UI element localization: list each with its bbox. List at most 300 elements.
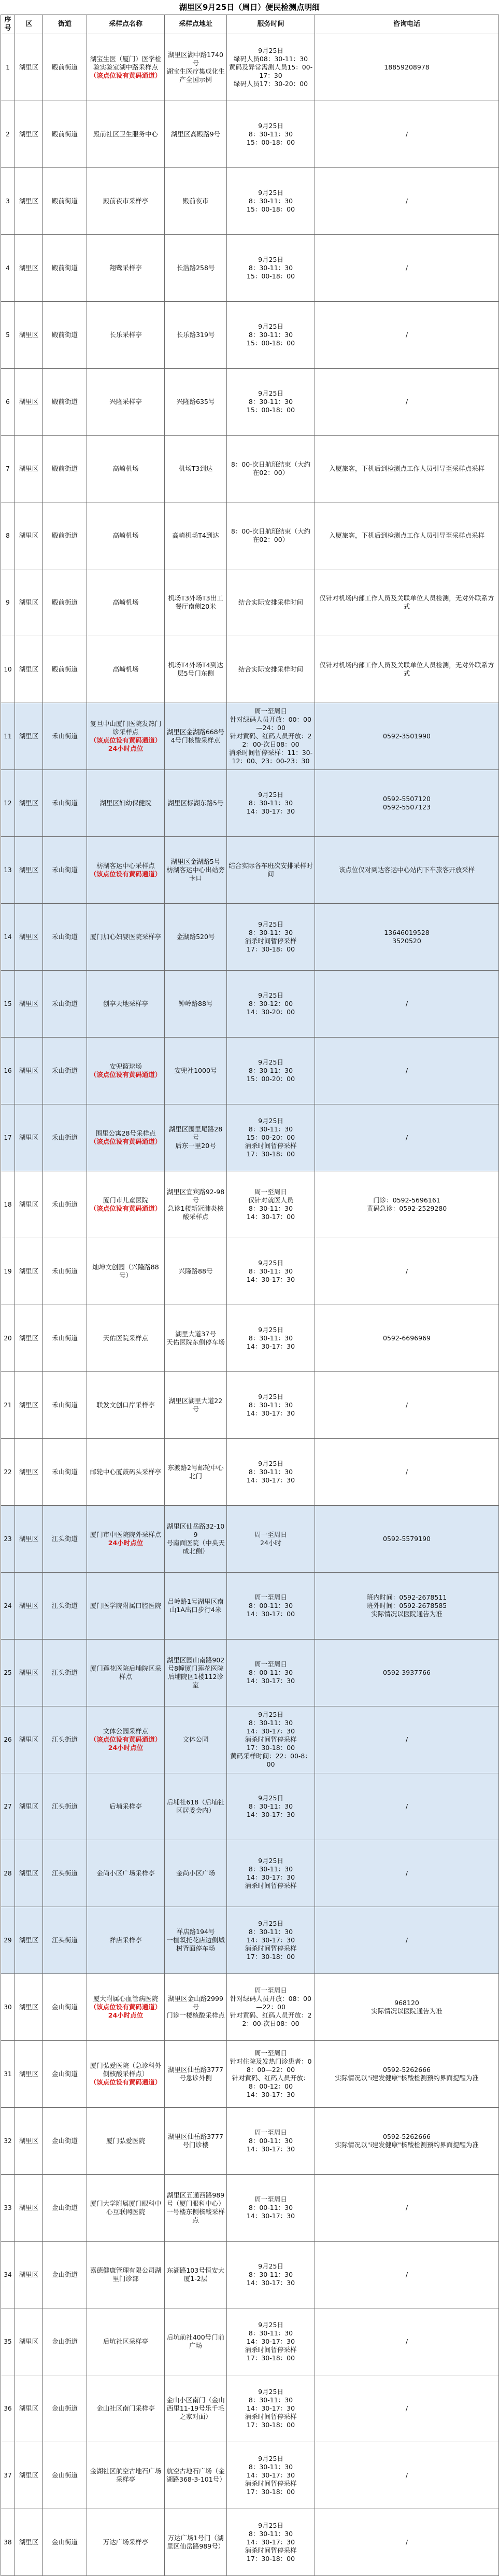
cell-district: 湖里区	[15, 1706, 43, 1773]
cell-address: 湖里区金湖路668号 4号门核酸采样点	[165, 703, 227, 770]
yellow-code-note: （该点位设有黄码通道）	[90, 1071, 162, 1079]
cell-district: 湖里区	[15, 2108, 43, 2175]
cell-no: 5	[1, 302, 15, 369]
cell-address: 湖里区仙岳路3777号急诊外侧	[165, 2041, 227, 2108]
table-row	[1, 502, 499, 569]
cell-district: 湖里区	[15, 1372, 43, 1439]
table-row	[1, 2442, 499, 2509]
cell-phone: /	[315, 2308, 499, 2375]
cell-no: 34	[1, 2242, 15, 2308]
table-row	[1, 2242, 499, 2308]
table-row	[1, 770, 499, 837]
cell-service-time: 9月25日 8：30-11：30 15：00-18：00	[227, 235, 315, 302]
point-name-text: 湖里区妇幼保健院	[99, 799, 152, 807]
cell-address: 祥店路194号 一植氧托花店边侧城树背面停车场	[165, 1907, 227, 1974]
cell-point-name	[87, 569, 165, 636]
cell-service-time: 9月25日 8：30-11：30 14：30-17：30	[227, 2242, 315, 2308]
cell-service-time: 结合实际安排采样时间	[227, 636, 315, 703]
cell-street: 江头街道	[43, 1506, 87, 1573]
table-row	[1, 1171, 499, 1238]
cell-address: 湖里区湖中路1740号 湖宝生医疗集成化生产全国示例	[165, 34, 227, 101]
cell-address: 钟岭路88号	[165, 971, 227, 1038]
point-name-text: 湖宝生医（厦门）医学检验实验室湖中路采样点	[90, 55, 162, 71]
cell-phone: 入厦旅客，下机后到检测点工作人员引导至采样点采样	[315, 436, 499, 502]
cell-point-name	[87, 436, 165, 502]
table-row	[1, 1305, 499, 1372]
cell-street: 金山街道	[43, 2509, 87, 2576]
point-name-text: 长乐采样亭	[109, 331, 142, 339]
cell-service-time: 9月25日 8：30-11：30 14：30-17：30 消杀时间暂停采样 17：30-18：00	[227, 2308, 315, 2375]
cell-service-time: 周一至周日 8：00-11：30 14：30-17：30	[227, 2108, 315, 2175]
cell-street: 禾山街道	[43, 1305, 87, 1372]
cell-point-name	[87, 904, 165, 971]
cell-no: 4	[1, 235, 15, 302]
yellow-code-note: 24小时点位	[108, 1539, 144, 1547]
cell-service-time: 9月25日 8：30-11：30 14：30-17：30 消杀时间暂停采样 17：30-18：00	[227, 2375, 315, 2442]
cell-district: 湖里区	[15, 1238, 43, 1305]
cell-point-name	[87, 1171, 165, 1238]
cell-phone: 0592-3937766	[315, 1640, 499, 1706]
yellow-code-note: （该点位设有黄码通道）	[90, 1138, 162, 1145]
cell-address: 湖里区宜宾路92-98号 急诊1楼新冠肺炎核酸采样点	[165, 1171, 227, 1238]
cell-district: 湖里区	[15, 168, 43, 235]
table-row	[1, 569, 499, 636]
cell-no: 16	[1, 1038, 15, 1104]
yellow-code-note: （该点位设有黄码通道） 24小时点位	[90, 736, 162, 752]
cell-district: 湖里区	[15, 569, 43, 636]
cell-district: 湖里区	[15, 1506, 43, 1573]
cell-point-name	[87, 34, 165, 101]
point-name-text: 后埔采样亭	[109, 1802, 142, 1810]
cell-point-name	[87, 1038, 165, 1104]
header-district: 区	[15, 15, 43, 34]
cell-street: 殿前街道	[43, 101, 87, 168]
cell-phone: 0592-5262666 实际情况以"i建发健康"核酸检测预约界面提醒为准	[315, 2108, 499, 2175]
cell-point-name	[87, 1773, 165, 1840]
cell-district: 湖里区	[15, 1439, 43, 1506]
cell-district: 湖里区	[15, 1573, 43, 1640]
cell-phone: /	[315, 168, 499, 235]
cell-street: 金山街道	[43, 2041, 87, 2108]
cell-service-time: 9月25日 8：30-11：30 14：30-17：30	[227, 1372, 315, 1439]
table-row	[1, 1439, 499, 1506]
cell-district: 湖里区	[15, 2041, 43, 2108]
table-row	[1, 1238, 499, 1305]
cell-street: 殿前街道	[43, 502, 87, 569]
cell-address: 安兜社1000号	[165, 1038, 227, 1104]
table-row	[1, 235, 499, 302]
cell-point-name	[87, 369, 165, 436]
cell-address: 湖里区标湖东路5号	[165, 770, 227, 837]
cell-address: 万达广场1号门（湖里区仙岳路989号）	[165, 2509, 227, 2576]
point-name-text: 金山社区南门采样亭	[96, 2404, 155, 2412]
point-name-text: 厦门市儿童医院	[103, 1196, 149, 1204]
cell-point-name	[87, 1640, 165, 1706]
cell-service-time: 8：00-次日航班结束（大约在02：00）	[227, 502, 315, 569]
cell-address: 吕岭路1号湖里区南山1A出口步行4米	[165, 1573, 227, 1640]
cell-street: 金山街道	[43, 2442, 87, 2509]
cell-service-time: 9月25日 8：30-11：30 14：30-17：30 消杀时间暂停采样	[227, 1840, 315, 1907]
header-phone: 咨询电话	[315, 15, 499, 34]
cell-phone: /	[315, 971, 499, 1038]
cell-phone: 13646019528 3520520	[315, 904, 499, 971]
cell-district: 湖里区	[15, 502, 43, 569]
cell-point-name	[87, 837, 165, 904]
table-row	[1, 168, 499, 235]
cell-service-time: 周一至周日 针对绿码人员开放：08：00—22：00 针对黄码、红码人员开放：22：00-次日08：00	[227, 1974, 315, 2041]
cell-no: 27	[1, 1773, 15, 1840]
point-name-text: 灿坤文创园（兴隆路88号）	[92, 1263, 159, 1279]
cell-street: 殿前街道	[43, 369, 87, 436]
cell-service-time: 周一至周日 8：00-11：30 14：30-17：30	[227, 1640, 315, 1706]
cell-address: 湖里区园山南路902号8幢厦门莲花医院后埔院区1楼112诊室	[165, 1640, 227, 1706]
cell-street: 禾山街道	[43, 1104, 87, 1171]
cell-no: 25	[1, 1640, 15, 1706]
cell-service-time: 周一至周日 针对住院及发热门诊患者：08：00—22：00 针对黄码、红码人员开放：8：00-12：00 14：30-17：30	[227, 2041, 315, 2108]
cell-street: 禾山街道	[43, 904, 87, 971]
point-name-text: 后坑社区采样亭	[103, 2337, 149, 2345]
cell-phone: 该点位仅对到达客运中心站内下车旅客开放采样	[315, 837, 499, 904]
cell-address: 湖里区金湖路5号 枋湖客运中心出站旁卡口	[165, 837, 227, 904]
cell-address: 湖里区湖里大道22号	[165, 1372, 227, 1439]
cell-service-time: 结合实际各车班次安排采样时间	[227, 837, 315, 904]
cell-point-name	[87, 1305, 165, 1372]
header-no: 序号	[1, 15, 15, 34]
cell-address: 兴隆路635号	[165, 369, 227, 436]
cell-point-name	[87, 1238, 165, 1305]
cell-no: 8	[1, 502, 15, 569]
cell-point-name	[87, 2041, 165, 2108]
cell-phone: /	[315, 1840, 499, 1907]
cell-service-time: 周一至周日 仅针对就医人员 8：30-11：30 14：30-17：00	[227, 1171, 315, 1238]
point-name-text: 复旦中山厦门医院发热门诊采样点	[90, 720, 162, 736]
cell-address: 机场T4外场T4到达层5号门东侧	[165, 636, 227, 703]
cell-address: 文体公园	[165, 1706, 227, 1773]
cell-service-time: 9月25日 8：30-11：30 15：00-18：00	[227, 168, 315, 235]
cell-service-time: 周一至周日 24小时	[227, 1506, 315, 1573]
cell-service-time: 9月25日 8：30-11：30 15：00-20：00	[227, 1038, 315, 1104]
cell-no: 15	[1, 971, 15, 1038]
cell-address: 兴隆路88号	[165, 1238, 227, 1305]
cell-address: 东湖路103号恒安大厦1-2层	[165, 2242, 227, 2308]
point-name-text: 殿前夜市采样亭	[103, 197, 149, 205]
point-name-text: 厦门加心妇婴医院采样亭	[90, 933, 162, 941]
cell-no: 9	[1, 569, 15, 636]
cell-point-name	[87, 1974, 165, 2041]
point-name-text: 邮轮中心厦鼓码头采样亭	[90, 1468, 162, 1476]
cell-service-time: 9月25日 8：30-11：30 14：30-17：30 消杀时间暂停采样 17：30-18：00	[227, 2509, 315, 2576]
cell-service-time: 9月25日 8：30-11：30 14：30-17：30	[227, 770, 315, 837]
cell-phone: /	[315, 1439, 499, 1506]
cell-point-name	[87, 971, 165, 1038]
cell-street: 禾山街道	[43, 703, 87, 770]
table-row	[1, 1104, 499, 1171]
cell-district: 湖里区	[15, 1171, 43, 1238]
point-name-text: 高崎机场	[112, 598, 139, 606]
cell-district: 湖里区	[15, 302, 43, 369]
cell-point-name	[87, 2242, 165, 2308]
table-row	[1, 369, 499, 436]
cell-street: 江头街道	[43, 1573, 87, 1640]
cell-street: 金山街道	[43, 2308, 87, 2375]
sampling-points-table	[1, 15, 499, 2576]
cell-service-time: 9月25日 8：30-11：30 14：30-17：30	[227, 1305, 315, 1372]
cell-point-name	[87, 1506, 165, 1573]
cell-phone: /	[315, 2242, 499, 2308]
cell-point-name	[87, 1439, 165, 1506]
cell-street: 金山街道	[43, 2108, 87, 2175]
cell-phone: /	[315, 1773, 499, 1840]
cell-phone: /	[315, 2442, 499, 2509]
cell-street: 江头街道	[43, 1907, 87, 1974]
point-name-text: 金尚小区广场采样亭	[96, 1869, 155, 1877]
table-header-row	[1, 15, 499, 34]
cell-service-time: 9月25日 8：30-11：30 15：00-18：00	[227, 101, 315, 168]
point-name-text: 嘉德健康管理有限公司湖里门诊部	[90, 2266, 162, 2283]
cell-point-name	[87, 502, 165, 569]
cell-address: 后坑前社400号门前广场	[165, 2308, 227, 2375]
cell-phone: /	[315, 1372, 499, 1439]
cell-no: 6	[1, 369, 15, 436]
point-name-text: 创享天地采样亭	[103, 1000, 149, 1007]
cell-point-name	[87, 1907, 165, 1974]
cell-no: 36	[1, 2375, 15, 2442]
cell-address: 机场T3到达	[165, 436, 227, 502]
cell-district: 湖里区	[15, 436, 43, 502]
cell-service-time: 周一至周日 8：00-11：30 14：30-17：30	[227, 2175, 315, 2242]
cell-street: 禾山街道	[43, 1439, 87, 1506]
page-title: 湖里区9月25日（周日）便民检测点明细	[179, 3, 320, 12]
cell-phone: 0592-5262666 实际情况以"i建发健康"核酸检测预约界面提醒为准	[315, 2041, 499, 2108]
cell-point-name	[87, 1706, 165, 1773]
cell-address: 航空古地石广场（金湖路368-3-101号）	[165, 2442, 227, 2509]
table-row	[1, 904, 499, 971]
point-name-text: 殿前社区卫生服务中心	[93, 130, 158, 138]
cell-street: 江头街道	[43, 1840, 87, 1907]
cell-service-time: 8：00-次日航班结束（大约在02：00）	[227, 436, 315, 502]
cell-no: 24	[1, 1573, 15, 1640]
cell-phone: /	[315, 2175, 499, 2242]
cell-service-time: 9月25日 8：30-11：30 消杀时间暂停采样 17：30-18：00	[227, 904, 315, 971]
point-name-text: 厦门弘爱医院	[106, 2137, 145, 2145]
cell-district: 湖里区	[15, 101, 43, 168]
cell-address: 殿前夜市	[165, 168, 227, 235]
table-row	[1, 1573, 499, 1640]
cell-no: 38	[1, 2509, 15, 2576]
cell-no: 28	[1, 1840, 15, 1907]
cell-phone: /	[315, 1706, 499, 1773]
table-row	[1, 837, 499, 904]
cell-street: 金山街道	[43, 2175, 87, 2242]
table-row	[1, 1907, 499, 1974]
table-row	[1, 436, 499, 502]
cell-phone: /	[315, 2375, 499, 2442]
point-name-text: 厦大附属心血管病医院	[93, 1995, 158, 2003]
header-service-time: 服务时间	[227, 15, 315, 34]
cell-address: 湖里区仙岳路3777号门诊楼	[165, 2108, 227, 2175]
cell-phone: 968120 实际情况以医院通告为准	[315, 1974, 499, 2041]
cell-address: 金尚小区广场	[165, 1840, 227, 1907]
point-name-text: 厦门医学院附属口腔医院	[90, 1602, 162, 1609]
cell-district: 湖里区	[15, 235, 43, 302]
cell-service-time: 周一至周日 8：00-11：30 14：30-17：00	[227, 1573, 315, 1640]
yellow-code-note: （该点位设有黄码通道）	[90, 1205, 162, 1212]
cell-no: 32	[1, 2108, 15, 2175]
cell-district: 湖里区	[15, 837, 43, 904]
cell-point-name	[87, 703, 165, 770]
cell-no: 1	[1, 34, 15, 101]
cell-no: 14	[1, 904, 15, 971]
table-row	[1, 2175, 499, 2242]
cell-phone: /	[315, 235, 499, 302]
cell-phone: /	[315, 302, 499, 369]
point-name-text: 金湖社区航空古地石广场采样亭	[90, 2467, 162, 2483]
cell-address: 湖里大道37号 天佑医院东侧停车场	[165, 1305, 227, 1372]
cell-no: 33	[1, 2175, 15, 2242]
table-row	[1, 1773, 499, 1840]
cell-address: 长浩路258号	[165, 235, 227, 302]
table-row	[1, 636, 499, 703]
cell-service-time: 9月25日 8：30-11：30 14：30-17：30	[227, 1439, 315, 1506]
cell-phone: 仅针对机场内部工作人员及关联单位人员检测，无对外联系方式	[315, 569, 499, 636]
header-address: 采样点地址	[165, 15, 227, 34]
table-row	[1, 703, 499, 770]
point-name-text: 高崎机场	[112, 665, 139, 673]
cell-no: 3	[1, 168, 15, 235]
cell-street: 江头街道	[43, 1706, 87, 1773]
cell-address: 金湖路520号	[165, 904, 227, 971]
table-row	[1, 1840, 499, 1907]
point-name-text: 翔鹭采样亭	[109, 264, 142, 272]
cell-no: 29	[1, 1907, 15, 1974]
cell-point-name	[87, 302, 165, 369]
cell-address: 湖里区金山路2999号 门诊一楼核酸采样点	[165, 1974, 227, 2041]
point-name-text: 安兜篮球场	[109, 1062, 142, 1070]
cell-street: 殿前街道	[43, 636, 87, 703]
yellow-code-note: （该点位设有黄码通道）	[90, 870, 162, 878]
table-row	[1, 1974, 499, 2041]
cell-district: 湖里区	[15, 2308, 43, 2375]
cell-service-time: 9月25日 绿码人员08：30-11：30 黄码及异常需测人员15：00-17：30 绿码人员17：30-20：00	[227, 34, 315, 101]
cell-service-time: 9月25日 8：30-11：30 14：30-17：30	[227, 1773, 315, 1840]
cell-point-name	[87, 101, 165, 168]
cell-street: 殿前街道	[43, 302, 87, 369]
cell-district: 湖里区	[15, 1104, 43, 1171]
cell-no: 23	[1, 1506, 15, 1573]
cell-phone: /	[315, 101, 499, 168]
table-row	[1, 1506, 499, 1573]
point-name-text: 联发文创口岸采样亭	[96, 1401, 155, 1409]
cell-point-name	[87, 1573, 165, 1640]
cell-address: 金山小区南门（金山西里11-19号乐千毛之家对面）	[165, 2375, 227, 2442]
cell-district: 湖里区	[15, 904, 43, 971]
cell-district: 湖里区	[15, 2175, 43, 2242]
yellow-code-note: （该点位设有黄码通道）	[90, 72, 162, 79]
cell-service-time: 9月25日 8：30-11：30 15：00-20：00 消杀时间暂停采样 17：30-18：00	[227, 1104, 315, 1171]
cell-street: 禾山街道	[43, 837, 87, 904]
cell-district: 湖里区	[15, 1305, 43, 1372]
cell-point-name	[87, 1104, 165, 1171]
cell-district: 湖里区	[15, 1840, 43, 1907]
cell-address: 湖里区高殿路9号	[165, 101, 227, 168]
cell-phone: /	[315, 2509, 499, 2576]
table-row	[1, 1640, 499, 1706]
cell-street: 金山街道	[43, 1974, 87, 2041]
cell-district: 湖里区	[15, 1907, 43, 1974]
cell-no: 26	[1, 1706, 15, 1773]
cell-street: 禾山街道	[43, 1038, 87, 1104]
cell-no: 31	[1, 2041, 15, 2108]
cell-street: 殿前街道	[43, 436, 87, 502]
cell-no: 22	[1, 1439, 15, 1506]
cell-no: 12	[1, 770, 15, 837]
cell-phone: 0592-3501990	[315, 703, 499, 770]
cell-no: 7	[1, 436, 15, 502]
table-row	[1, 302, 499, 369]
point-name-text: 厦门莲花医院后埔院区采样点	[90, 1664, 162, 1681]
cell-no: 30	[1, 1974, 15, 2041]
cell-address: 东渡路2号邮轮中心北门	[165, 1439, 227, 1506]
cell-point-name	[87, 636, 165, 703]
cell-district: 湖里区	[15, 34, 43, 101]
cell-point-name	[87, 1840, 165, 1907]
cell-phone: /	[315, 369, 499, 436]
table-row	[1, 1706, 499, 1773]
cell-address: 湖里区围里尾路28号 后东一里20号	[165, 1104, 227, 1171]
cell-phone: 0592-5507120 0592-5507123	[315, 770, 499, 837]
cell-street: 江头街道	[43, 1773, 87, 1840]
point-name-text: 高崎机场	[112, 531, 139, 539]
cell-street: 殿前街道	[43, 569, 87, 636]
table-row	[1, 101, 499, 168]
cell-phone: /	[315, 1038, 499, 1104]
table-row	[1, 1372, 499, 1439]
table-row	[1, 1038, 499, 1104]
cell-district: 湖里区	[15, 1640, 43, 1706]
cell-street: 禾山街道	[43, 1171, 87, 1238]
cell-no: 21	[1, 1372, 15, 1439]
cell-no: 11	[1, 703, 15, 770]
cell-service-time: 9月25日 8：30-11：30 14：30-17：30 消杀时间暂停采样 17：30-18：00	[227, 2442, 315, 2509]
cell-service-time: 周一至周日 针对绿码人员开放：00：00—24：00 针对黄码、红码人员开放：22：00-次日08：00 消杀时间暂停采样：11：30-12：00、23：00-23：30	[227, 703, 315, 770]
point-name-text: 厦门弘爱医院（急诊科外侧核酸采样点）	[90, 2062, 162, 2078]
cell-street: 殿前街道	[43, 34, 87, 101]
cell-district: 湖里区	[15, 636, 43, 703]
cell-service-time: 9月25日 8：30-11：30 14：30-17：30	[227, 1238, 315, 1305]
point-name-text: 高崎机场	[112, 465, 139, 472]
cell-point-name	[87, 2509, 165, 2576]
cell-phone: 0592-6696969	[315, 1305, 499, 1372]
cell-phone: 18859208978	[315, 34, 499, 101]
yellow-code-note: （该点位设有黄码通道） 24小时点位	[90, 1735, 162, 1752]
cell-street: 殿前街道	[43, 168, 87, 235]
cell-district: 湖里区	[15, 1773, 43, 1840]
yellow-code-note: （该点位设有黄码通道）	[90, 2078, 162, 2086]
cell-phone: 班内时间：0592-2678511 班外时间：0592-2678585 实际情况以医院通告为准	[315, 1573, 499, 1640]
cell-district: 湖里区	[15, 770, 43, 837]
cell-phone: 仅针对机场内部工作人员及关联单位人员检测，无对外联系方式	[315, 636, 499, 703]
cell-address: 高崎机场T4到达	[165, 502, 227, 569]
cell-no: 18	[1, 1171, 15, 1238]
cell-no: 10	[1, 636, 15, 703]
point-name-text: 祥店采样亭	[109, 1936, 142, 1944]
cell-phone: /	[315, 1238, 499, 1305]
cell-district: 湖里区	[15, 2375, 43, 2442]
cell-no: 35	[1, 2308, 15, 2375]
point-name-text: 厦门市中医院院外采样点	[90, 1531, 162, 1538]
point-name-text: 天佑医院采样点	[103, 1334, 149, 1342]
cell-no: 19	[1, 1238, 15, 1305]
